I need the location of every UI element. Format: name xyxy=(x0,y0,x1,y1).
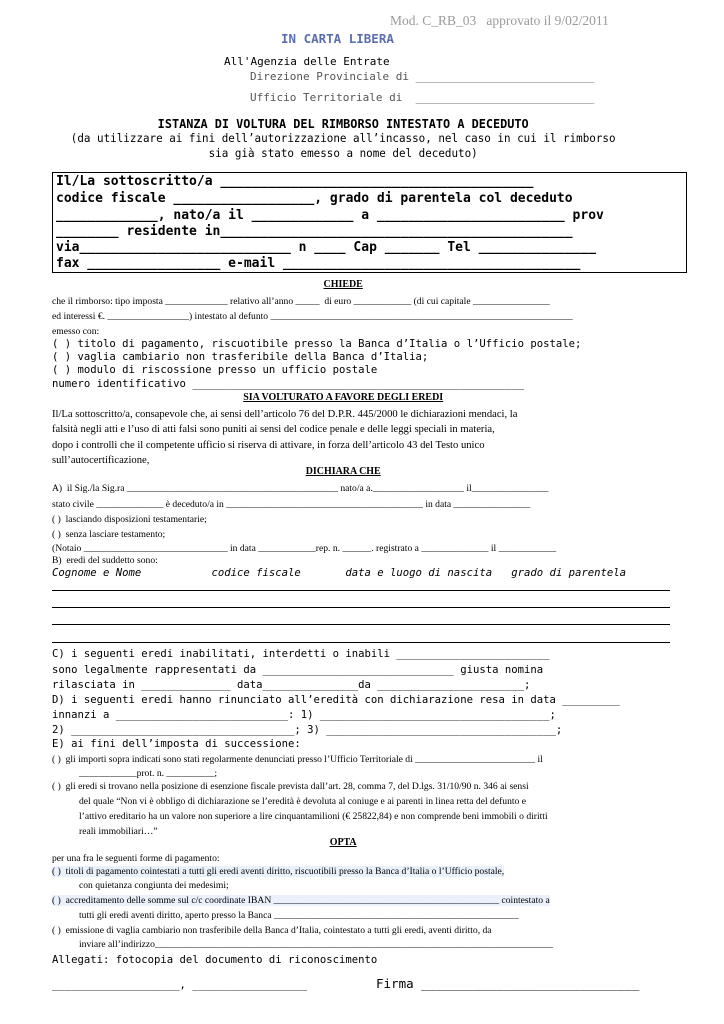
option-modulo[interactable]: ( ) modulo di riscossione presso un ufficio postale xyxy=(52,364,378,376)
inabili-field[interactable]: C) i seguenti eredi inabilitati, interdetti o inabili ________________________ xyxy=(52,648,550,660)
rilasciata-field[interactable]: rilasciata in ______________ data_______________da _______________________; xyxy=(52,679,531,691)
successione-label: E) ai fini dell’imposta di successione: xyxy=(52,738,301,750)
chiede-row-3: emesso con: xyxy=(52,326,100,337)
declaration-line-3: dopo i controlli che il competente ufficio si riserva di attivare, in forza dell’articolo 43 del Testo unico xyxy=(52,440,485,451)
heir-row-line[interactable] xyxy=(52,642,670,643)
rinuncia-eredi-field[interactable]: 2) ___________________________________; 3) ____________________________________; xyxy=(52,724,563,736)
form-title: ISTANZA DI VOLTURA DEL RIMBORSO INTESTATO A DECEDUTO xyxy=(157,116,529,131)
banca-field[interactable]: tutti gli eredi aventi diritto, aperto presso la Banca ___________________________________________________ xyxy=(79,910,519,921)
model-label: Mod. C_RB_03 approvato il 9/02/2011 xyxy=(390,13,609,28)
place-date-field[interactable]: ____________________, __________________ xyxy=(52,979,308,991)
option-vaglia-cointestato[interactable]: ( ) emissione di vaglia cambiario non trasferibile della Banca d’Italia, cointestato a tutti gli eredi, aventi diritto, da xyxy=(52,925,492,936)
esenzione-line-3: l’attivo ereditario ha un valore non superiore a lire cinquantamilioni (€ 25822,84) e non comprende beni immobili o diritti xyxy=(79,811,548,822)
carta-libera-label: IN CARTA LIBERA xyxy=(281,31,394,46)
recipient-direzione: Direzione Provinciale di ___________________________ xyxy=(250,70,595,83)
notaio-field[interactable]: (Notaio ______________________________ in data ____________rep. n. ______. registrato a ______________ il ____________ xyxy=(52,543,557,554)
esenzione-line-4: reali immobiliari…” xyxy=(79,826,158,837)
option-titoli-cointestati[interactable]: ( ) titoli di pagamento cointestati a tutti gli eredi aventi diritto, riscuotibili presso la Banca d’Italia o l’Ufficio postale, xyxy=(52,866,505,877)
chiede-row-1[interactable]: che il rimborso: tipo imposta _____________ relativo all’anno _____ di euro ____________ (di cui capitale ________________ xyxy=(52,296,550,307)
declarant-contact-field[interactable]: fax _________________ e-mail ______________________________________ xyxy=(56,256,581,271)
declaration-line-4: sull’autocertificazione, xyxy=(52,455,150,466)
numero-identificativo-field[interactable]: numero identificativo ____________________________________________________ xyxy=(52,378,524,390)
rappresentati-field[interactable]: sono legalmente rappresentati da ______________________________ giusta nomina xyxy=(52,664,544,676)
declarant-residence-field[interactable]: ________ residente in_____________________________________________ xyxy=(56,224,573,239)
recipient-ufficio: Ufficio Territoriale di ___________________________ xyxy=(250,91,595,104)
protocollo-field[interactable]: ____________prot. n. __________; xyxy=(79,768,218,779)
allegati-label: Allegati: fotocopia del documento di riconoscimento xyxy=(52,954,378,966)
signature-field[interactable]: Firma _____________________________ xyxy=(376,976,640,991)
option-vaglia[interactable]: ( ) vaglia cambiario non trasferibile della Banca d’Italia; xyxy=(52,351,429,363)
esenzione-line-2: del quale “Non vi è obbligo di dichiarazione se l’eredità è devoluta al coniuge e ai parenti in linea retta del defunto e xyxy=(79,796,526,807)
option-titolo[interactable]: ( ) titolo di pagamento, riscuotibile presso la Banca d’Italia o l’Ufficio postale; xyxy=(52,338,582,350)
heir-row-line[interactable] xyxy=(52,607,670,608)
eredi-label: B) eredi del suddetto sono: xyxy=(52,555,158,566)
declaration-line-1: Il/La sottoscritto/a, consapevole che, ai sensi dell’articolo 76 del D.P.R. 445/2000 le dichiarazioni mendaci, la xyxy=(52,409,518,420)
declarant-address-field[interactable]: via___________________________ n ____ Cap _______ Tel _______________ xyxy=(56,240,597,255)
heir-row-line[interactable] xyxy=(52,590,670,591)
heir-row-line[interactable] xyxy=(52,624,670,625)
opta-heading: OPTA xyxy=(329,837,357,848)
declaration-line-2: falsità negli atti e l’uso di atti falsi sono puniti ai sensi del codice penale e delle leggi speciali in materia, xyxy=(52,424,495,435)
form-subtitle-1: (da utilizzare ai fini dell’autorizzazione all’incasso, nel caso in cui il rimborso xyxy=(70,131,616,145)
declarant-box xyxy=(52,172,687,273)
rinuncia-field[interactable]: D) i seguenti eredi hanno rinunciato all’eredità con dichiarazione resa in data _________ xyxy=(52,694,620,706)
declarant-cf-field[interactable]: codice fiscale __________________, grado di parentela col deceduto xyxy=(56,191,573,206)
option-senza-testamento[interactable]: ( ) senza lasciare testamento; xyxy=(52,529,166,540)
option-denunciati[interactable]: ( ) gli importi sopra indicati sono stati regolarmente denunciati presso l’Ufficio Territoriale di _________________________ il xyxy=(52,754,543,765)
chiede-heading: CHIEDE xyxy=(323,279,363,290)
declarant-name-field[interactable]: Il/La sottoscritto/a ________________________________________ xyxy=(56,174,534,189)
titoli-line-2: con quietanza congiunta dei medesimi; xyxy=(79,880,229,891)
form-subtitle-2: sia già stato emesso a nome del deceduto) xyxy=(208,146,478,160)
option-esenzione[interactable]: ( ) gli eredi si trovano nella posizione di esenzione fiscale prevista dall’art. 28, comma 7, del D.lgs. 31/10/90 n. 346 ai sensi xyxy=(52,781,529,792)
opta-intro: per una fra le seguenti forme di pagamento: xyxy=(52,853,220,864)
deceased-name-field[interactable]: A) il Sig./la Sig.ra ____________________________________________ nato/a a.___________________ il________________ xyxy=(52,483,549,494)
declarant-birth-field[interactable]: _____________, nato/a il _____________ a ________________________ prov xyxy=(56,208,604,223)
volturato-heading: SIA VOLTURATO A FAVORE DEGLI EREDI xyxy=(243,392,444,403)
deceased-status-field[interactable]: stato civile ______________ è deceduto/a in _________________________________________ in data ________________ xyxy=(52,499,531,510)
recipient-agency: All'Agenzia delle Entrate xyxy=(224,55,390,68)
option-testamento[interactable]: ( ) lasciando disposizioni testamentarie; xyxy=(52,514,207,525)
innanzi-field[interactable]: innanzi a ___________________________: 1) ____________________________________; xyxy=(52,709,556,721)
eredi-columns: Cognome e Nome codice fiscale data e luogo di nascita grado di parentela xyxy=(52,567,627,579)
dichiara-heading: DICHIARA CHE xyxy=(305,466,381,477)
chiede-row-2[interactable]: ed interessi €. _________________) intestato al defunto _______________________________________________________________ xyxy=(52,311,573,322)
option-accredito-iban[interactable]: ( ) accreditamento delle somme sul c/c coordinate IBAN _______________________________________________ cointestato a xyxy=(52,895,550,906)
indirizzo-field[interactable]: inviare all’indirizzo___________________________________________________________________________________ xyxy=(79,939,554,950)
